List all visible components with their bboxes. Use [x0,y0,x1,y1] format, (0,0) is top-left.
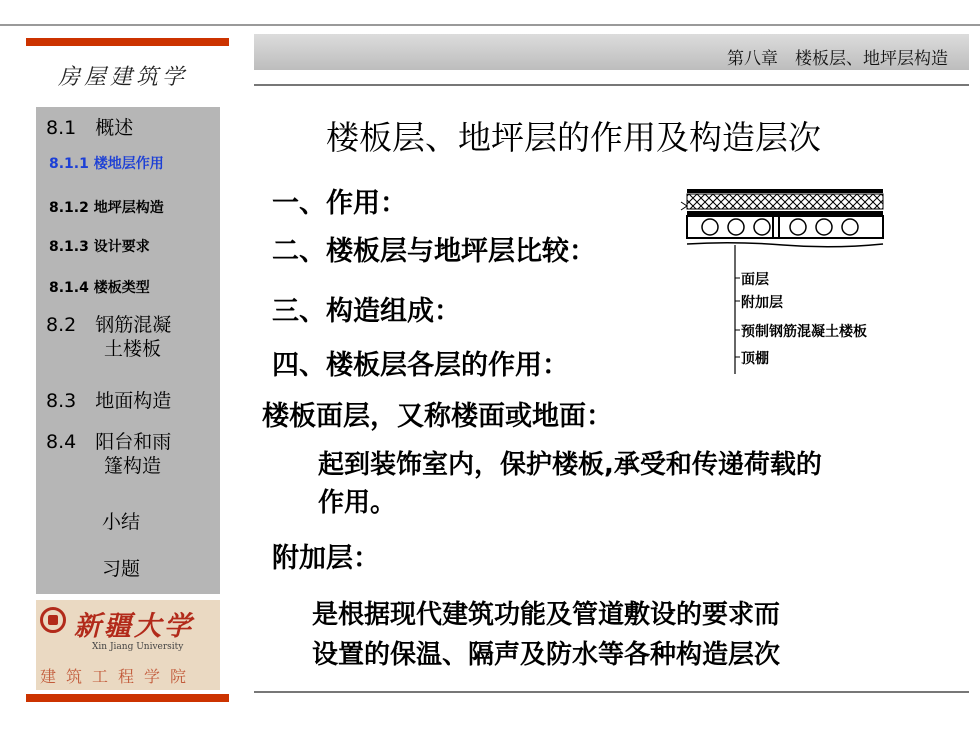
nav-item-label: 8.2 钢筋混凝 [46,314,172,336]
surface-desc-line1: 起到装饰室内，保护楼板,承受和传递荷载的 [318,450,822,480]
slide-title: 楼板层、地坪层的作用及构造层次 [326,118,821,157]
label-precast-slab: 预制钢筋混凝土楼板 [741,324,867,340]
additional-desc-line2: 设置的保温、隔声及防水等各种构造层次 [312,640,781,670]
course-title: 房屋建筑学 [58,65,189,90]
nav-item-label: 8.1.1 楼地层作用 [49,156,164,172]
nav-item-label: 8.4 阳台和雨 [46,431,172,453]
university-name-cn: 新疆大学 [74,611,194,642]
nav-item-label: 8.1.4 楼板类型 [49,280,150,296]
nav-item-8-4[interactable] [46,430,171,478]
accent-bar-bottom [26,694,229,702]
nav-item-8-1[interactable] [46,116,133,140]
label-ceiling: 顶棚 [741,351,769,367]
section-3: 三、构造组成： [272,296,461,327]
label-surface-layer: 面层 [741,272,769,288]
nav-item-8-2[interactable] [46,313,171,361]
footer-rule [254,691,969,693]
nav-item-summary[interactable] [102,510,140,534]
nav-item-label-line2: 土楼板 [104,338,162,360]
header-rule [254,84,969,86]
additional-desc-line1: 是根据现代建筑功能及管道敷设的要求而 [312,600,781,630]
surface-heading: 楼板面层，又称楼面或地面： [262,401,613,432]
university-name-en: Xin Jiang University [92,642,184,652]
label-additional-layer: 附加层 [741,295,783,311]
nav-item-8-1-3[interactable] [49,236,150,256]
nav-item-label: 小结 [102,511,141,533]
section-2: 二、楼板层与地坪层比较： [272,236,596,267]
nav-item-8-1-2[interactable] [49,197,164,217]
floor-layers-diagram [673,186,925,376]
nav-item-label-line2: 篷构造 [104,455,162,477]
floor-layers-drawing [673,186,925,376]
seal-center-icon [48,615,58,625]
top-rule [0,24,980,26]
nav-item-label: 习题 [102,558,141,580]
chapter-title: 第八章 楼板层、地坪层构造 [727,49,948,69]
section-4: 四、楼板层各层的作用： [272,350,569,381]
accent-bar-top [26,38,229,46]
nav-item-label: 8.3 地面构造 [46,390,172,412]
additional-heading: 附加层： [272,543,380,574]
nav-item-8-3[interactable] [46,389,171,413]
nav-item-label: 8.1 概述 [46,117,134,139]
nav-item-label: 8.1.3 设计要求 [49,239,150,255]
surface-desc-line2: 作用。 [318,488,397,518]
nav-item-8-1-4[interactable] [49,277,150,297]
nav-item-label: 8.1.2 地坪层构造 [49,200,164,216]
nav-item-8-1-1[interactable] [49,153,164,173]
section-1: 一、作用： [272,188,407,219]
nav-item-exercises[interactable] [102,557,140,581]
school-name: 建筑工程学院 [40,667,197,686]
